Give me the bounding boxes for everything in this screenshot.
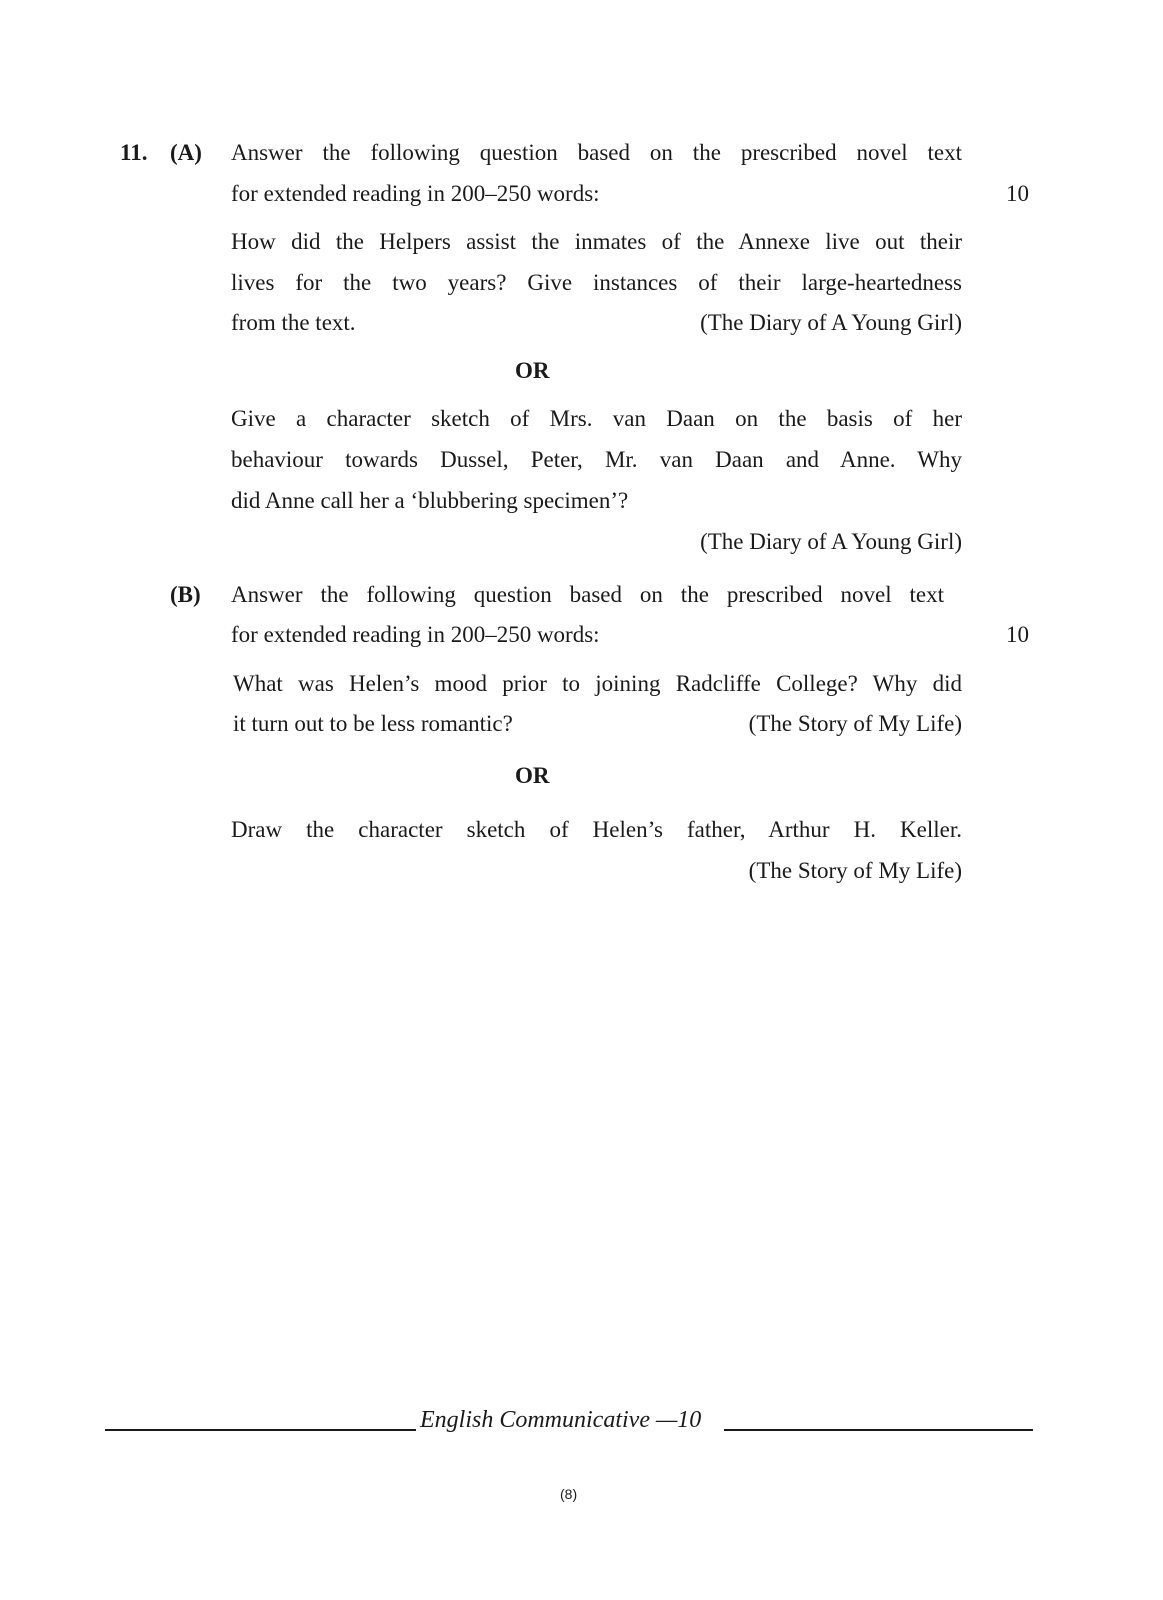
part-b-intro-line1: Answer the following question based on the prescribed novel text (231, 582, 944, 607)
footer-rule-right (724, 1429, 1033, 1431)
part-a-marks: 10 (1006, 181, 1029, 206)
part-a-q1-line3: from the text. (231, 310, 356, 335)
page-number: (8) (560, 1486, 578, 1502)
part-b-intro-line2: for extended reading in 200–250 words: (231, 622, 600, 647)
part-b-q1-line2: it turn out to be less romantic? (233, 711, 513, 736)
part-a-intro-line2: for extended reading in 200–250 words: (231, 181, 600, 206)
part-a-q2-line2: behaviour towards Dussel, Peter, Mr. van Daan and Anne. Why (231, 447, 962, 472)
part-a-q2-line3: did Anne call her a ‘blubbering specimen’? (231, 488, 629, 513)
part-a-or-divider: OR (515, 358, 550, 383)
question-number: 11. (120, 140, 148, 165)
part-a-q1-line1: How did the Helpers assist the inmates of the Annexe live out their (231, 229, 962, 254)
part-a-q1-line2: lives for the two years? Give instances of their large-heartedness (231, 270, 962, 295)
part-a-label: (A) (170, 140, 202, 165)
part-a-q1-source: (The Diary of A Young Girl) (700, 310, 962, 335)
part-b-marks: 10 (1006, 622, 1029, 647)
part-b-q2-source: (The Story of My Life) (748, 858, 962, 883)
part-b-q2-line1: Draw the character sketch of Helen’s father, Arthur H. Keller. (231, 817, 962, 842)
part-a-q2-line1: Give a character sketch of Mrs. van Daan on the basis of her (231, 406, 962, 431)
footer-rule-left (105, 1429, 416, 1431)
part-b-label: (B) (170, 582, 201, 607)
footer-title: English Communicative —10 (420, 1407, 702, 1433)
part-b-or-divider: OR (515, 763, 550, 788)
part-b-q1-line1: What was Helen’s mood prior to joining Radcliffe College? Why did (233, 671, 962, 696)
part-b-q1-source: (The Story of My Life) (748, 711, 962, 736)
part-a-q2-source: (The Diary of A Young Girl) (700, 529, 962, 554)
part-a-intro-line1: Answer the following question based on the prescribed novel text (231, 140, 962, 165)
